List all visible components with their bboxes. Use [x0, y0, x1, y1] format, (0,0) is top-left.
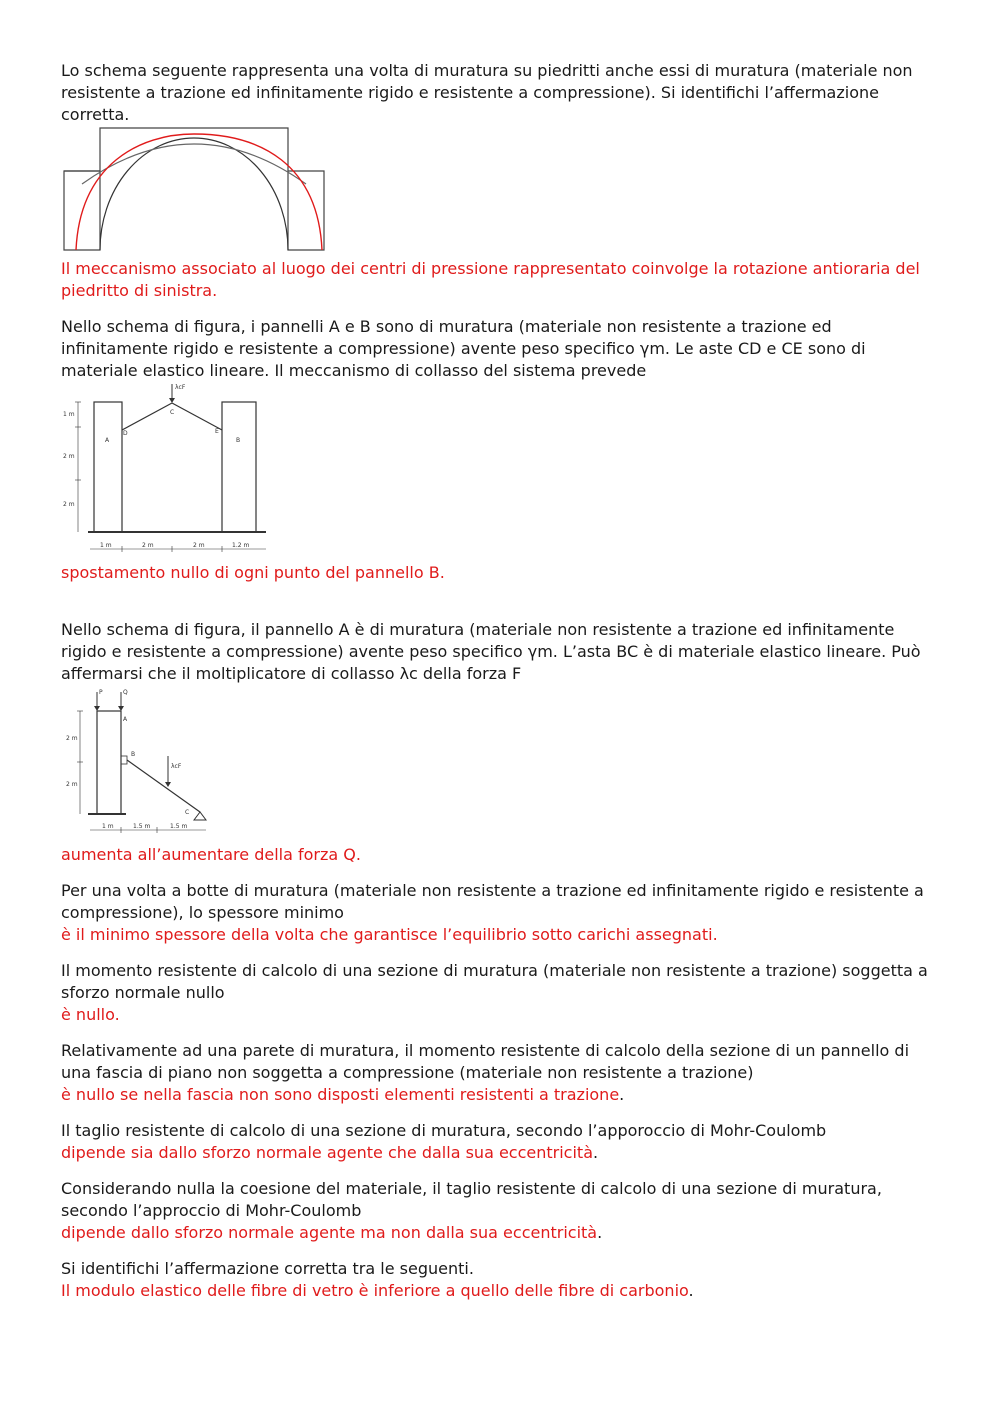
width-dim-2: 1.5 m [133, 823, 151, 830]
label-c: C [170, 409, 175, 416]
label-a: A [123, 716, 128, 723]
panel-strut-figure [60, 686, 220, 836]
height-dim-2: 2 m [63, 453, 75, 460]
question-6-text: Relativamente ad una parete di muratura, il momento resistente di calcolo della sezione di un pannello di una fascia di piano non soggetta a compressione (materiale non resistente a trazione) [61, 1041, 910, 1082]
answer-1: Il meccanismo associato al luogo dei centri di pressione rappresentato coinvolge la rotazione antioraria del piedritto di sinistra. [61, 259, 920, 300]
answer-6-period: . [619, 1085, 625, 1104]
label-d: D [123, 430, 128, 437]
question-6 [61, 1040, 939, 1106]
vault-figure [60, 124, 330, 252]
width-dim-2: 2 m [142, 542, 154, 549]
height-dim-3: 2 m [63, 501, 75, 508]
load-p-label: P [99, 689, 103, 696]
question-5 [61, 960, 939, 1026]
width-dim-1: 1 m [100, 542, 112, 549]
answer-5: è nullo. [61, 1005, 120, 1024]
question-8 [61, 1178, 939, 1244]
load-label: λcF [175, 384, 186, 391]
label-a: A [105, 437, 110, 444]
width-dim-3: 2 m [193, 542, 205, 549]
right-pier [288, 171, 324, 250]
panels-figure [60, 382, 272, 554]
panel-b [222, 402, 256, 532]
question-1-text: Lo schema seguente rappresenta una volta di muratura su piedritti anche essi di muratura (materiale non resistente a trazione ed infinitamente rigido e resistente a compressione). Si identifichi l’affermazione corretta. [61, 61, 913, 124]
panel-a [94, 402, 122, 532]
label-b: B [131, 751, 136, 758]
height-dim-1: 2 m [66, 735, 78, 742]
load-q-label: Q [123, 689, 128, 696]
question-4 [61, 880, 939, 946]
label-c: C [185, 809, 190, 816]
question-9 [61, 1258, 939, 1302]
label-b: B [236, 437, 241, 444]
answer-8: dipende dallo sforzo normale agente ma non dalla sua eccentricità [61, 1223, 598, 1242]
question-5-text: Il momento resistente di calcolo di una sezione di muratura (materiale non resistente a trazione) soggetta a sforzo normale nullo [61, 961, 928, 1002]
vault-intrados [100, 138, 288, 250]
question-7-text: Il taglio resistente di calcolo di una sezione di muratura, secondo l’apporoccio di Mohr-Coulomb [61, 1121, 827, 1140]
answer-7-period: . [593, 1143, 599, 1162]
width-dim-3: 1.5 m [170, 823, 188, 830]
answer-3: aumenta all’aumentare della forza Q. [61, 845, 361, 864]
answer-6: è nullo se nella fascia non sono disposti elementi resistenti a trazione [61, 1085, 620, 1104]
panel-a [97, 711, 121, 814]
answer-9-period: . [688, 1281, 694, 1300]
height-dim-2: 2 m [66, 781, 78, 788]
answer-4: è il minimo spessore della volta che garantisce l’equilibrio sotto carichi assegnati. [61, 925, 718, 944]
answer-2: spostamento nullo di ogni punto del pannello B. [61, 563, 445, 582]
vault-outer-arch [82, 144, 306, 184]
answer-9: Il modulo elastico delle fibre di vetro è inferiore a quello delle fibre di carbonio [61, 1281, 689, 1300]
question-8-text: Considerando nulla la coesione del materiale, il taglio resistente di calcolo di una sezione di muratura, secondo l’approccio di Mohr-Coulomb [61, 1179, 882, 1220]
width-dim-4: 1.2 m [232, 542, 250, 549]
answer-7: dipende sia dallo sforzo normale agente che dalla sua eccentricità [61, 1143, 593, 1162]
answer-8-period: . [597, 1223, 603, 1242]
question-2-text: Nello schema di figura, i pannelli A e B sono di muratura (materiale non resistente a trazione ed infinitamente rigido e resistente a compressione) avente peso specifico γm. Le aste CD e CE sono di materiale elastico lineare. Il meccanismo di collasso del sistema prevede [61, 317, 866, 380]
question-3-text: Nello schema di figura, il pannello A è di muratura (materiale non resistente a trazione ed infinitamente rigido e resistente a compressione) avente peso specifico γm. L’asta BC è di materiale elastico lineare. Può affermarsi che il moltiplicatore di collasso λc della forza F [61, 620, 921, 683]
width-dim-1: 1 m [102, 823, 114, 830]
label-e: E [215, 428, 219, 435]
height-dim-1: 1 m [63, 411, 75, 418]
question-4-text: Per una volta a botte di muratura (materiale non resistente a trazione ed infinitamente rigido e resistente a compressione), lo spessore minimo [61, 881, 924, 922]
load-f-label: λcF [171, 763, 182, 770]
question-7 [61, 1120, 939, 1164]
question-9-text: Si identifichi l’affermazione corretta tra le seguenti. [61, 1259, 474, 1278]
